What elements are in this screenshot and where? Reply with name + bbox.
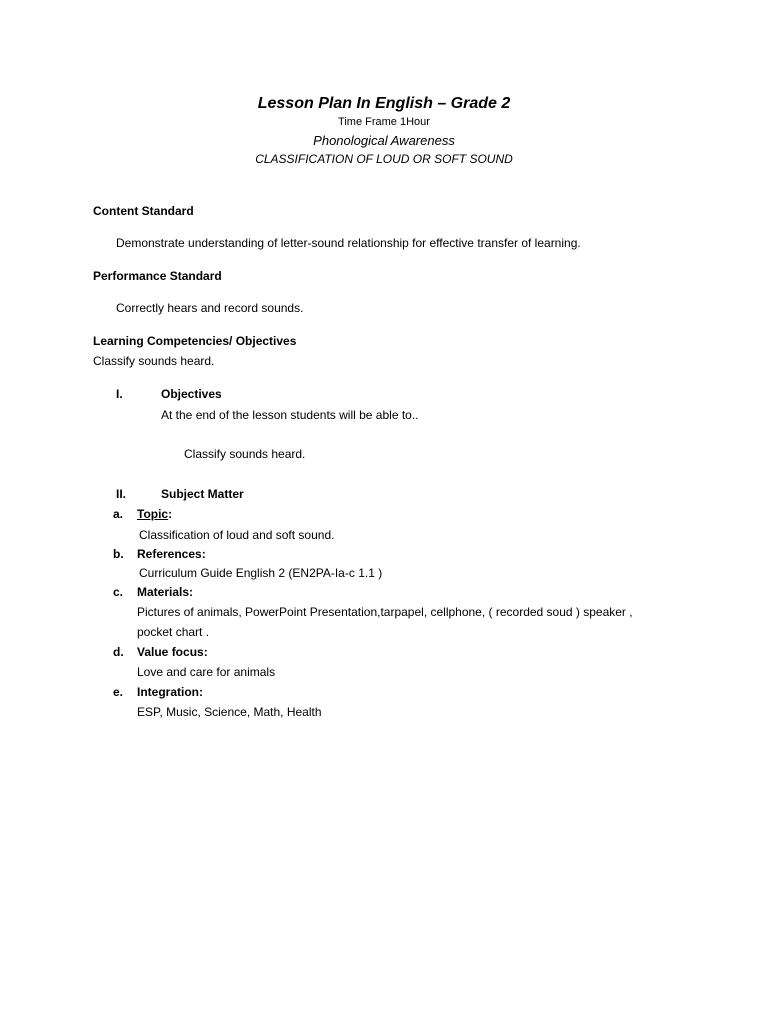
- section-1-item: Classify sounds heard.: [184, 447, 306, 461]
- subject-item-label: Materials:: [137, 585, 194, 599]
- subject-item-text: Love and care for animals: [137, 665, 276, 679]
- subject-item-letter: b.: [113, 547, 124, 561]
- subject-item-letter: e.: [113, 685, 124, 699]
- subject-item-text: Pictures of animals, PowerPoint Presentation,tarpapel, cellphone, ( recorded soud ) speaker ,: [137, 605, 633, 619]
- time-frame: Time Frame 1Hour: [338, 116, 430, 128]
- subject-item-letter: c.: [113, 585, 124, 599]
- learning-competencies-text: Classify sounds heard.: [93, 354, 215, 368]
- content-standard-text: Demonstrate understanding of letter-sound relationship for effective transfer of learning.: [116, 236, 581, 250]
- section-1-heading: Objectives: [161, 387, 222, 401]
- content-standard-heading: Content Standard: [93, 204, 194, 218]
- subject-item-label: References:: [137, 547, 206, 561]
- subject-item-text: Classification of loud and soft sound.: [139, 528, 335, 542]
- learning-competencies-heading: Learning Competencies/ Objectives: [93, 334, 297, 348]
- subject-item-text: pocket chart .: [137, 625, 210, 639]
- document-subtitle: Phonological Awareness: [313, 133, 455, 148]
- document-title: Lesson Plan In English – Grade 2: [257, 95, 511, 112]
- subject-item-label: [137, 508, 172, 520]
- lesson-topic-heading: CLASSIFICATION OF LOUD OR SOFT SOUND: [255, 152, 513, 166]
- performance-standard-heading: Performance Standard: [93, 269, 222, 283]
- section-1-intro: At the end of the lesson students will be able to..: [161, 408, 419, 422]
- section-1-number: I.: [116, 387, 123, 401]
- topic-label: Topic: [137, 507, 169, 521]
- section-2-number: II.: [116, 487, 127, 501]
- subject-item-label: Value focus:: [137, 645, 208, 659]
- subject-item-letter: d.: [113, 645, 124, 659]
- subject-item-letter: a.: [113, 507, 124, 521]
- subject-item-label: Integration:: [137, 685, 203, 699]
- topic-label-colon: :: [168, 507, 173, 521]
- performance-standard-text: Correctly hears and record sounds.: [116, 301, 304, 315]
- subject-item-text: Curriculum Guide English 2 (EN2PA-Ia-c 1.1 ): [139, 566, 383, 580]
- section-2-heading: Subject Matter: [161, 487, 244, 501]
- subject-item-text: ESP, Music, Science, Math, Health: [137, 705, 322, 719]
